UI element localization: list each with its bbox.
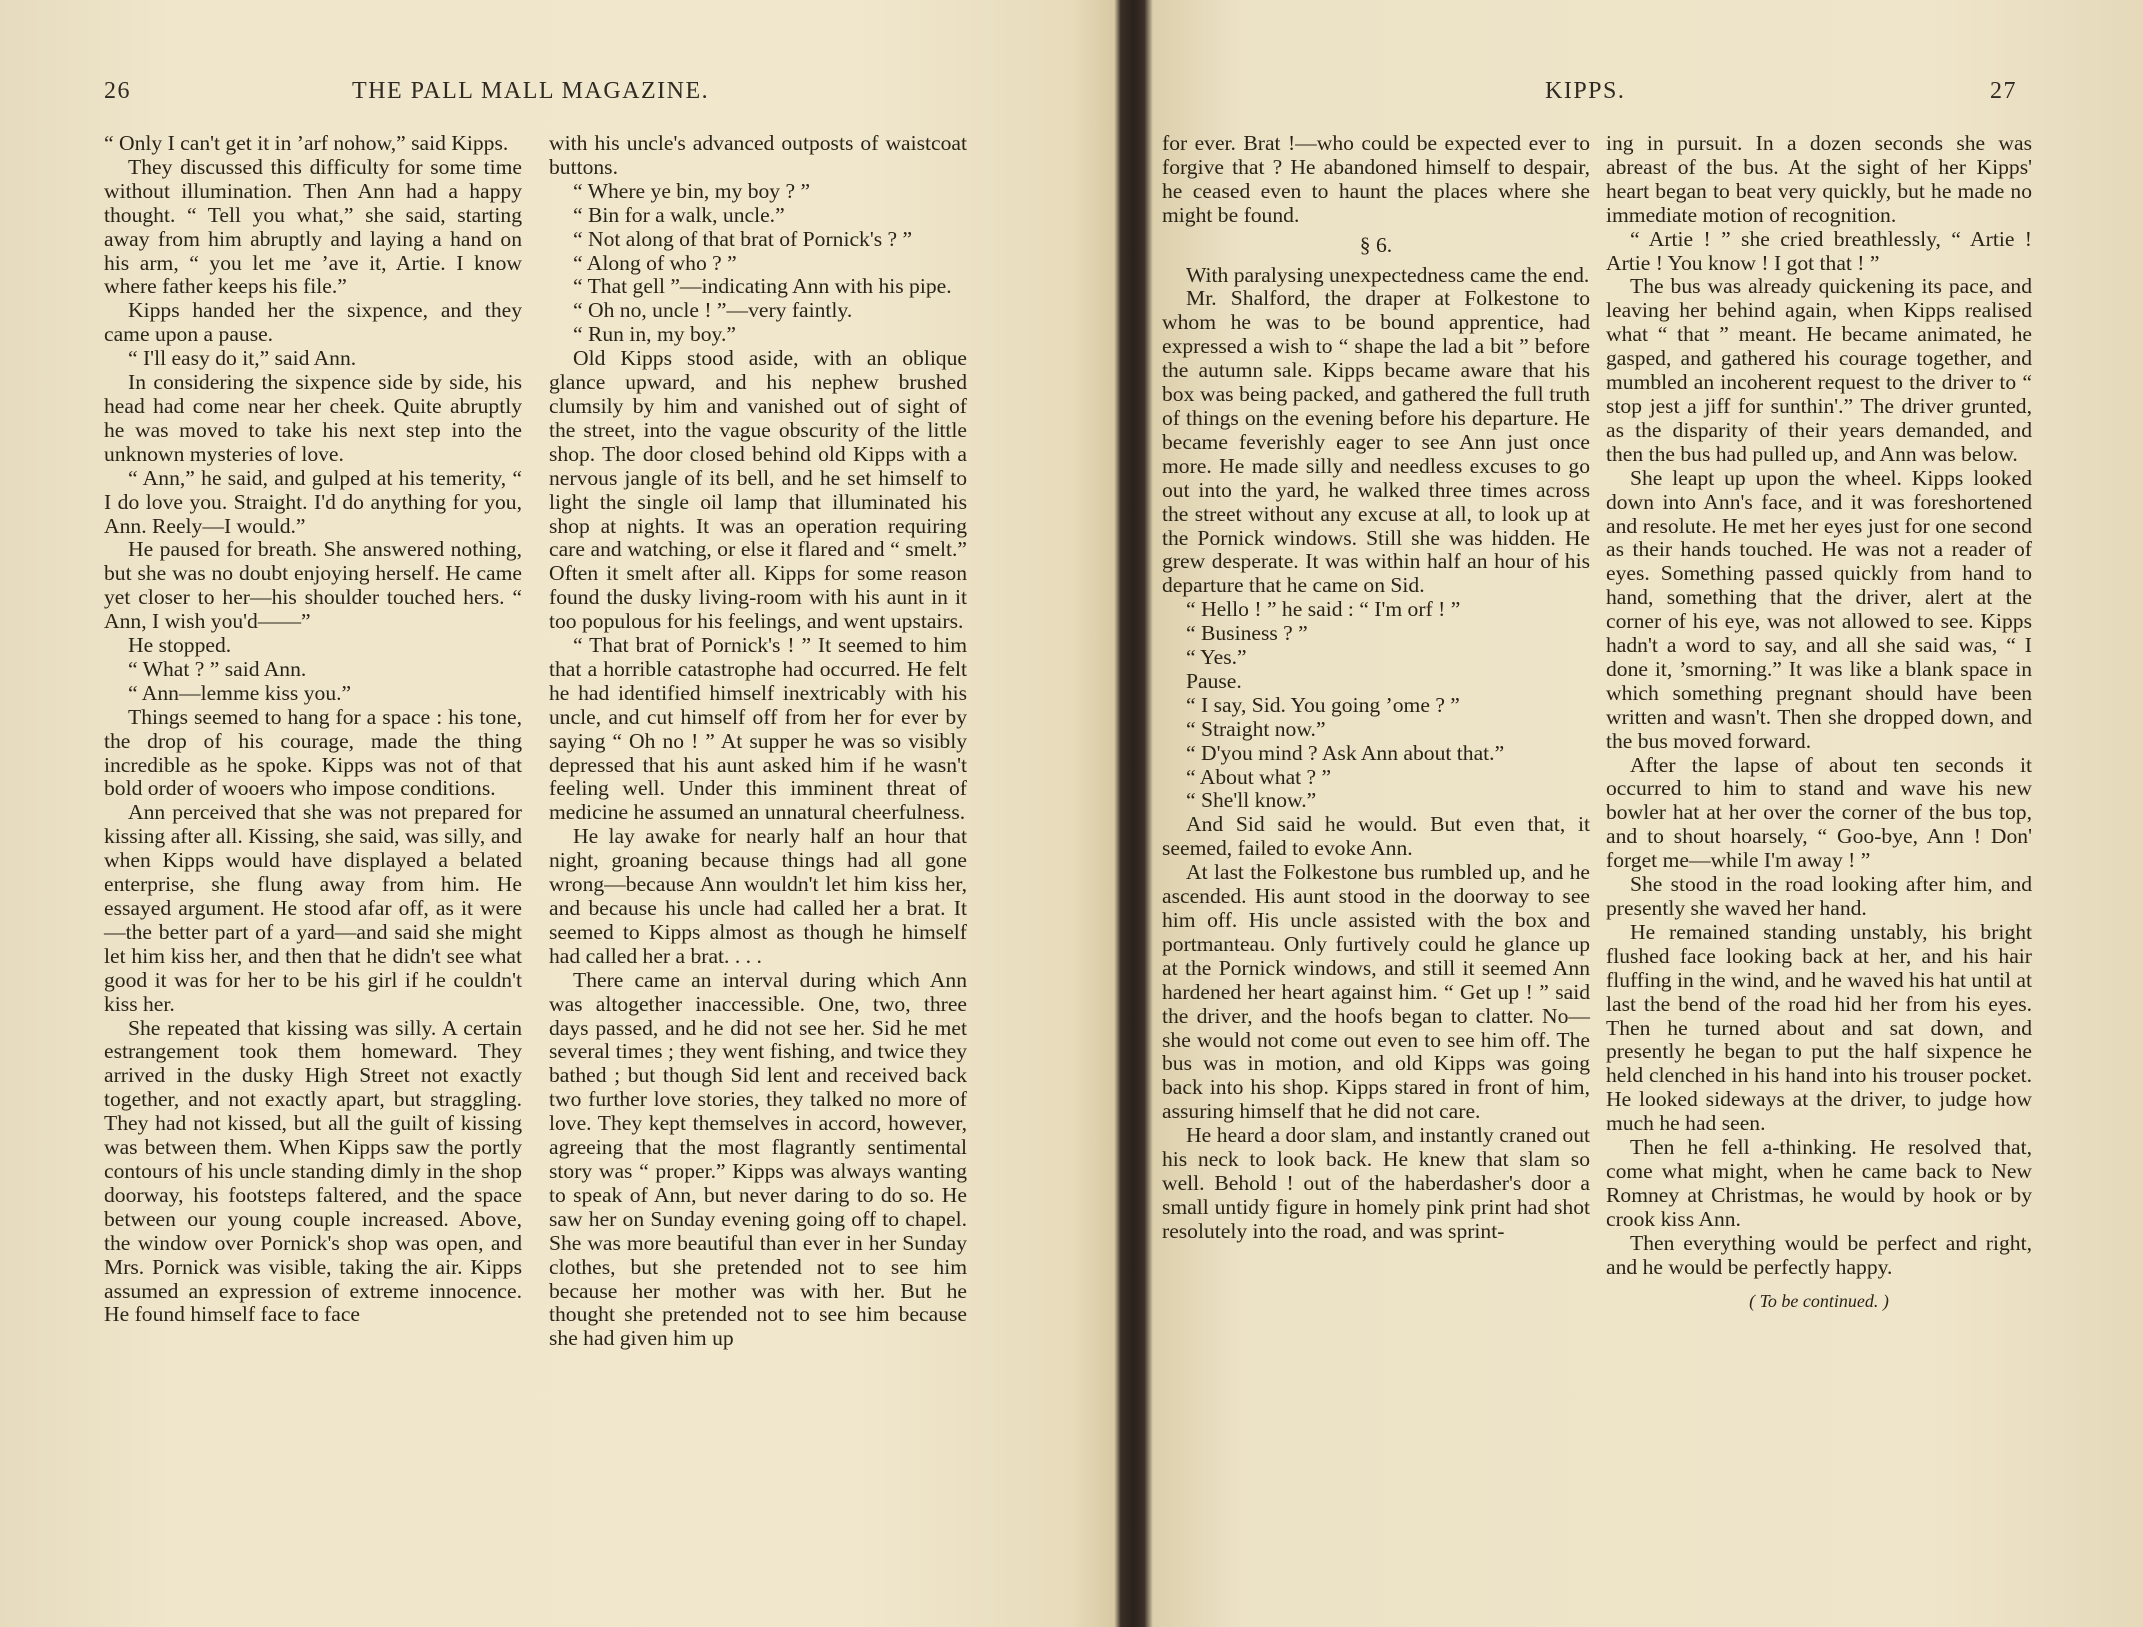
paragraph: “ About what ? ”: [1186, 764, 1332, 789]
paragraph: He remained standing unstably, his bright flushed face looking back at her, and his hair fluffing in the wind, and he waved his hat until at last the bend of the road hid her from his eyes. Then he turned about and sat down, and presently he began to put the half sixpence he held clenched in his hand into his trouser pocket. He looked sideways at the driver, to judge how much he had seen.: [1606, 919, 2032, 1136]
paragraph: Kipps handed her the sixpence, and they came upon a pause.: [104, 298, 522, 347]
paragraph: Mr. Shalford, the draper at Folkestone to whom he was to be bound apprentice, had expressed a wish to “ shape the lad a bit ” before the autumn sale. Kipps became aware that his box was being packed, and gathered the full truth of things on the evening before his departure. He became feverishly eager to see Ann just once more. He made silly and needless excuses to go out into the yard, he walked three times across the street without any excuse at all, to look up at the Pornick windows. Still she was hidden. He grew desperate. It was within half an hour of his departure that he came on Sid.: [1162, 286, 1590, 598]
paragraph: Old Kipps stood aside, with an oblique glance upward, and his nephew brushed clumsily by him and vanished out of sight of the street, into the vague obscurity of the little shop. The door closed behind old Kipps with a nervous jangle of its bell, and he set himself to light the single oil lamp that illuminated his shop at nights. It was an operation requiring care and watching, or else it flared and “ smelt.” Often it smelt after all. Kipps for some reason found the dusky living-room with his aunt in it too populous for his feelings, and went upstairs.: [549, 346, 967, 634]
section-heading: § 6.: [1359, 232, 1393, 257]
paragraph: Then he fell a-thinking. He resolved that, come what might, when he came back to New Romney at Christmas, he would by hook or by crook kiss Ann.: [1606, 1135, 2032, 1231]
paragraph: After the lapse of about ten seconds it occurred to him to stand and wave his new bowler hat at her over the corner of the bus top, and to shout hoarsely, “ Goo-bye, Ann ! Don' forget me—while I'm away ! ”: [1606, 752, 2032, 873]
paragraph: “ Ann,” he said, and gulped at his temerity, “ I do love you. Straight. I'd do anything for you, Ann. Reely—I would.”: [104, 465, 522, 538]
paragraph: She leapt up upon the wheel. Kipps looked down into Ann's face, and it was foreshortened and resolute. He met her eyes just for one second as their hands touched. He was not a reader of eyes. Something passed quickly from hand to hand, something that the driver, alert at the corner of his eye, was not allowed to see. Kipps hadn't a word to say, and all she said was, “ I done it, ’smorning.” It was like a blank space in which something pregnant should have been written and wasn't. Then she dropped down, and the bus moved forward.: [1606, 465, 2032, 753]
page-number-left: 26: [104, 78, 131, 104]
paragraph: “ She'll know.”: [1186, 788, 1317, 813]
paragraph: They discussed this difficulty for some time without illumination. Then Ann had a happy thought. “ Tell you what,” she said, starting away from him abruptly and laying a hand on his arm, “ you let me ’ave it, Artie. I know where father keeps his file.”: [104, 154, 522, 299]
paragraph: “ Artie ! ” she cried breathlessly, “ Artie ! Artie ! You know ! I got that ! ”: [1606, 226, 2032, 275]
page-number-right: 27: [1990, 78, 2017, 104]
paragraph: with his uncle's advanced outposts of waistcoat buttons.: [549, 131, 967, 179]
paragraph: “ Oh no, uncle ! ”—very faintly.: [573, 298, 853, 323]
paragraph: Then everything would be perfect and right, and he would be perfectly happy.: [1606, 1230, 2032, 1279]
paragraph: In considering the sixpence side by side, his head had come near her cheek. Quite abruptly he was moved to take his next step into the unknown mysteries of love.: [104, 370, 522, 466]
left-column-1: [104, 132, 522, 1327]
paragraph: Things seemed to hang for a space : his tone, the drop of his courage, made the thing incredible as he spoke. Kipps was not of that bold order of wooers who impose conditions.: [104, 704, 522, 801]
right-column-2: [1606, 132, 2032, 1313]
running-header-left: THE PALL MALL MAGAZINE.: [352, 78, 710, 104]
left-column-2: [549, 132, 967, 1351]
right-column-1: [1162, 132, 1590, 1244]
paragraph: “ I say, Sid. You going ’ome ? ”: [1186, 692, 1460, 717]
paragraph: “ Where ye bin, my boy ? ”: [573, 178, 811, 203]
paragraph: “ D'you mind ? Ask Ann about that.”: [1186, 740, 1505, 765]
paragraph: There came an interval during which Ann was altogether inaccessible. One, two, three days passed, and he did not see her. Sid he met several times ; they went fishing, and twice they bathed ; but though Sid lent and received back two further love stories, they talked no more of love. They kept themselves in accord, however, agreeing that the most flagrantly sentimental story was “ proper.” Kipps was always wanting to speak of Ann, but never daring to do so. He saw her on Sunday evening going off to chapel. She was more beautiful than ever in her Sunday clothes, but she pretended not to see him because her mother was with her. But he thought she pretended not to see him because she had given him up: [549, 967, 967, 1351]
paragraph: Ann perceived that she was not prepared for kissing after all. Kissing, she said, was silly, and when Kipps would have displayed a belated enterprise, she flung away from him. He essayed argument. He stood afar off, as it were—the better part of a yard—and said she might let him kiss her, and then that he didn't see what good it was for her to be his girl if he couldn't kiss her.: [104, 800, 522, 1016]
to-be-continued: ( To be continued. ): [1749, 1290, 1889, 1311]
paragraph: He lay awake for nearly half an hour that night, groaning because things had all gone wrong—because Ann wouldn't let him kiss her, and because his uncle had called her a brat. It seemed to Kipps almost as though he himself had called her a brat. . . .: [549, 824, 967, 968]
paragraph: “ Yes.”: [1186, 645, 1247, 670]
paragraph: “ Ann—lemme kiss you.”: [128, 680, 352, 705]
paragraph: “ Bin for a walk, uncle.”: [573, 202, 785, 227]
paragraph: And Sid said he would. But even that, it seemed, failed to evoke Ann.: [1162, 812, 1590, 861]
paragraph: He stopped.: [128, 633, 232, 658]
paragraph: She stood in the road looking after him, and presently she waved her hand.: [1606, 872, 2032, 920]
paragraph: At last the Folkestone bus rumbled up, and he ascended. His aunt stood in the doorway to see him off. His uncle assisted with the box and portmanteau. Only furtively could he glance up at the Pornick windows, and still it seemed Ann hardened her heart against him. “ Get up ! ” said the driver, and the hoofs began to clatter. No—she would not come out even to see him off. The bus was in motion, and old Kipps was going back into his shop. Kipps stared in front of him, assuring himself that he did not care.: [1162, 860, 1590, 1124]
paragraph: “ Business ? ”: [1186, 621, 1308, 646]
paragraph: “ Along of who ? ”: [573, 250, 737, 275]
paragraph: “ I'll easy do it,” said Ann.: [128, 346, 357, 371]
paragraph: “ Only I can't get it in ’arf nohow,” said Kipps.: [104, 131, 509, 155]
paragraph: “ Straight now.”: [1186, 716, 1326, 741]
paragraph: She repeated that kissing was silly. A certain estrangement took them homeward. They arrived in the dusky High Street not exactly together, and not exactly apart, but straggling. They had not kissed, but all the guilt of kissing was between them. When Kipps saw the portly contours of his uncle standing dimly in the shop doorway, his footsteps faltered, and the space between our young couple increased. Above, the window over Pornick's shop was open, and Mrs. Pornick was visible, taking the air. Kipps assumed an expression of extreme innocence. He found himself face to face: [104, 1015, 522, 1327]
running-header-right: KIPPS.: [1545, 78, 1626, 104]
paragraph: ing in pursuit. In a dozen seconds she was abreast of the bus. At the sight of her Kipps' heart began to beat very quickly, but he made no immediate motion of recognition.: [1606, 131, 2032, 227]
left-page: [0, 0, 1060, 1627]
paragraph: He paused for breath. She answered nothing, but she was no doubt enjoying herself. He came yet closer to her—his shoulder touched hers. “ Ann, I wish you'd——”: [104, 537, 522, 634]
paragraph: for ever. Brat !—who could be expected ever to forgive that ? He abandoned himself to despair, he ceased even to haunt the places where she might be found.: [1162, 131, 1590, 227]
right-page: [1150, 0, 2143, 1627]
paragraph: “ What ? ” said Ann.: [128, 656, 307, 681]
paragraph: “ Hello ! ” he said : “ I'm orf ! ”: [1186, 597, 1461, 622]
paragraph: “ That gell ”—indicating Ann with his pipe.: [573, 274, 952, 299]
paragraph: “ Not along of that brat of Pornick's ? ”: [573, 226, 913, 251]
paragraph: Pause.: [1186, 668, 1242, 693]
paragraph: “ Run in, my boy.”: [573, 322, 736, 347]
paragraph: “ That brat of Pornick's ! ” It seemed to him that a horrible catastrophe had occurred. He felt he had identified himself inextricably with his uncle, and cut himself off from her for ever by saying “ Oh no ! ” At supper he was so visibly depressed that his aunt asked him if he wasn't feeling well. Under this imminent threat of medicine he assumed an unnatural cheerfulness.: [549, 633, 967, 825]
paragraph: He heard a door slam, and instantly craned out his neck to look back. He knew that slam so well. Behold ! out of the haberdasher's door a small untidy figure in homely pink print had shot resolutely into the road, and was sprint-: [1162, 1123, 1590, 1243]
paragraph: With paralysing unexpectedness came the end.: [1186, 262, 1590, 287]
paragraph: The bus was already quickening its pace, and leaving her behind again, when Kipps realised what “ that ” meant. He became animated, he gasped, and gathered his courage together, and mumbled an incoherent request to the driver to “ stop jest a jiff for sunthin'.” The driver grunted, as the disparity of their years demanded, and then the bus had pulled up, and Ann was below.: [1606, 274, 2032, 466]
